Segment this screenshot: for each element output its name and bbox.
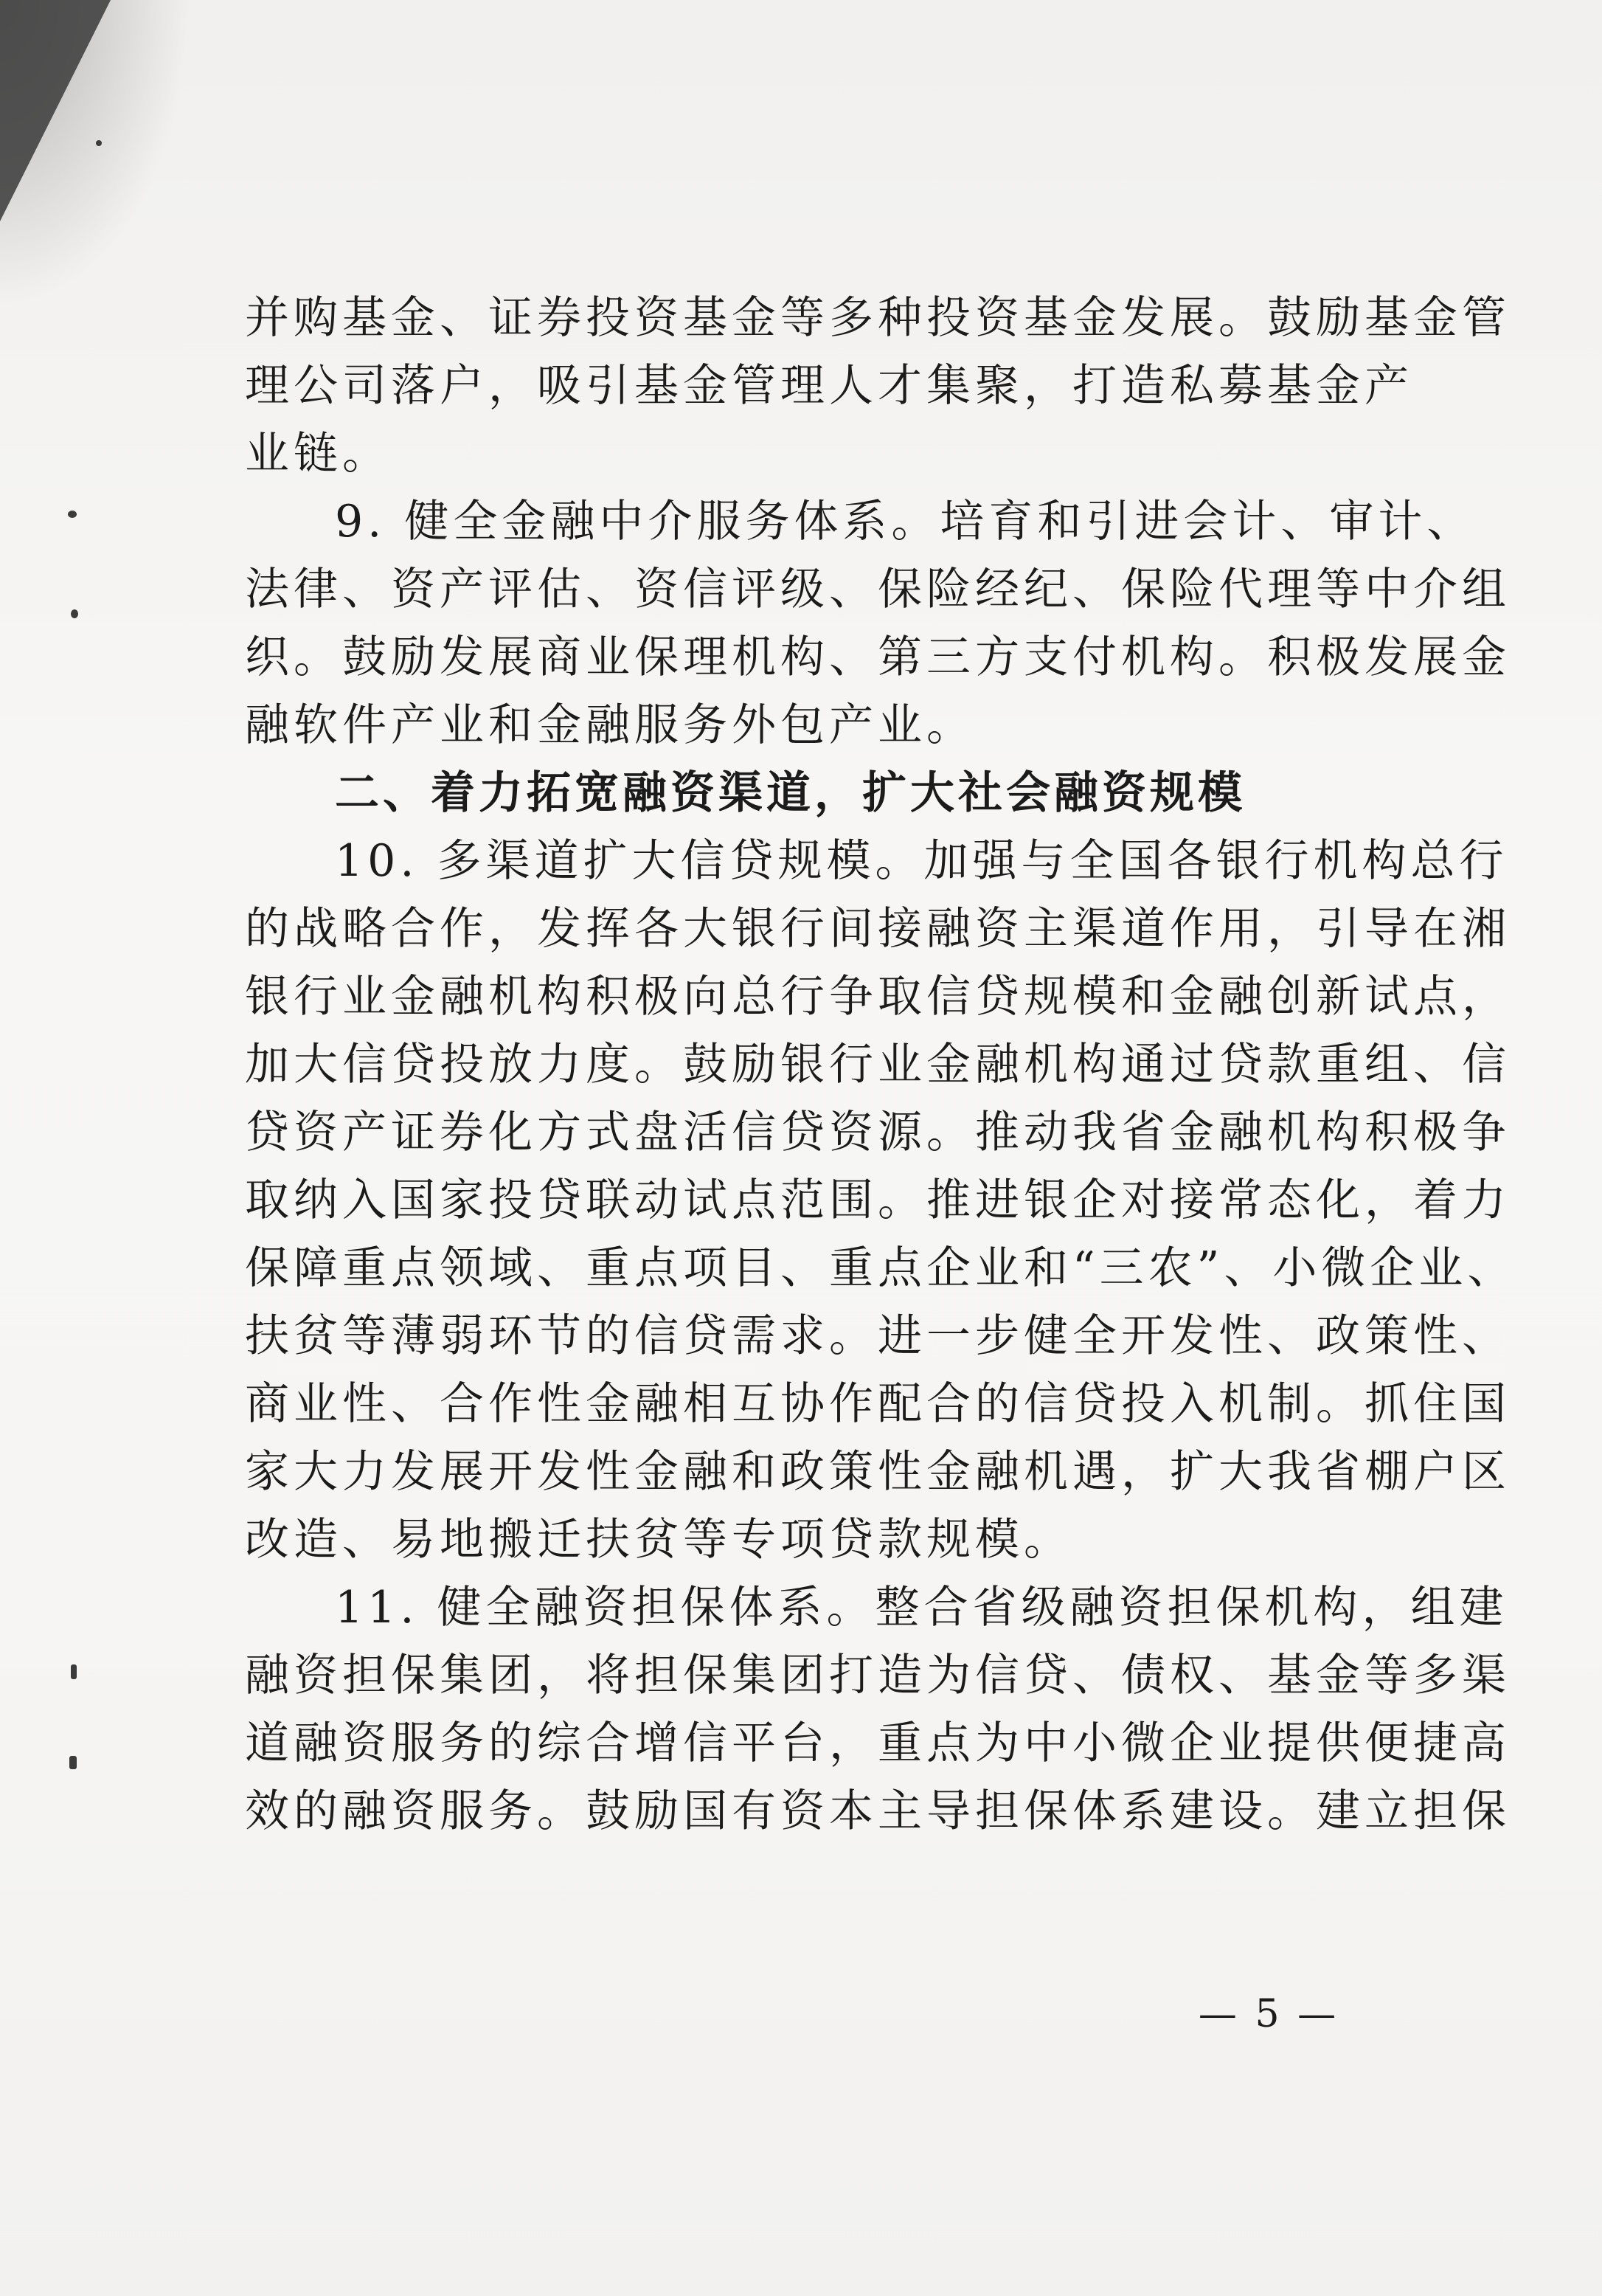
body-line: 道融资服务的综合增信平台，重点为中小微企业提供便捷高 <box>245 1718 1511 1769</box>
body-text <box>245 284 1516 1845</box>
body-line: 效的融资服务。鼓励国有资本主导担保体系建设。建立担保 <box>245 1785 1511 1837</box>
scan-speck <box>69 1756 77 1769</box>
scan-speck <box>71 609 78 618</box>
body-line: 保障重点领域、重点项目、重点企业和“三农”、小微企业、 <box>245 1242 1516 1294</box>
section-9-first-line: 9. 健全金融中介服务体系。培育和引进会计、审计、 <box>335 496 1476 547</box>
body-line: 业链。 <box>245 428 391 480</box>
body-line: 织。鼓励发展商业保理机构、第三方支付机构。积极发展金 <box>245 632 1511 683</box>
body-line: 加大信贷投放力度。鼓励银行业金融机构通过贷款重组、信 <box>245 1039 1511 1090</box>
body-line: 贷资产证券化方式盘活信贷资源。推动我省金融机构积极争 <box>245 1107 1511 1158</box>
body-line: 并购基金、证券投资基金等多种投资基金发展。鼓励基金管 <box>245 292 1511 344</box>
scan-speck <box>71 1664 77 1679</box>
body-line: 取纳入国家投贷联动试点范围。推进银企对接常态化，着力 <box>245 1175 1511 1226</box>
page-number: — 5 — <box>1198 1992 1339 2036</box>
section-10-first-line: 10. 多渠道扩大信贷规模。加强与全国各银行机构总行 <box>335 835 1508 887</box>
body-line: 的战略合作，发挥各大银行间接融资主渠道作用，引导在湘 <box>245 903 1511 955</box>
scan-corner-shadow <box>0 0 111 221</box>
scan-speck <box>96 140 102 146</box>
section-11-first-line: 11. 健全融资担保体系。整合省级融资担保机构，组建 <box>335 1582 1508 1633</box>
body-line: 融资担保集团，将担保集团打造为信贷、债权、基金等多渠 <box>245 1650 1511 1701</box>
scan-speck <box>68 511 77 518</box>
body-line: 扶贫等薄弱环节的信贷需求。进一步健全开发性、政策性、 <box>245 1310 1511 1362</box>
body-line: 改造、易地搬迁扶贫等专项贷款规模。 <box>245 1514 1072 1566</box>
body-line: 家大力发展开发性金融和政策性金融机遇，扩大我省棚户区 <box>245 1446 1511 1498</box>
body-line: 法律、资产评估、资信评级、保险经纪、保险代理等中介组 <box>245 564 1511 615</box>
section-heading: 二、着力拓宽融资渠道，扩大社会融资规模 <box>335 767 1246 819</box>
body-line: 商业性、合作性金融相互协作配合的信贷投入机制。抓住国 <box>245 1378 1511 1430</box>
body-line: 融软件产业和金融服务外包产业。 <box>245 699 975 751</box>
body-line: 银行业金融机构积极向总行争取信贷规模和金融创新试点， <box>245 971 1511 1023</box>
body-line: 理公司落户，吸引基金管理人才集聚，打造私募基金产 <box>245 360 1413 412</box>
